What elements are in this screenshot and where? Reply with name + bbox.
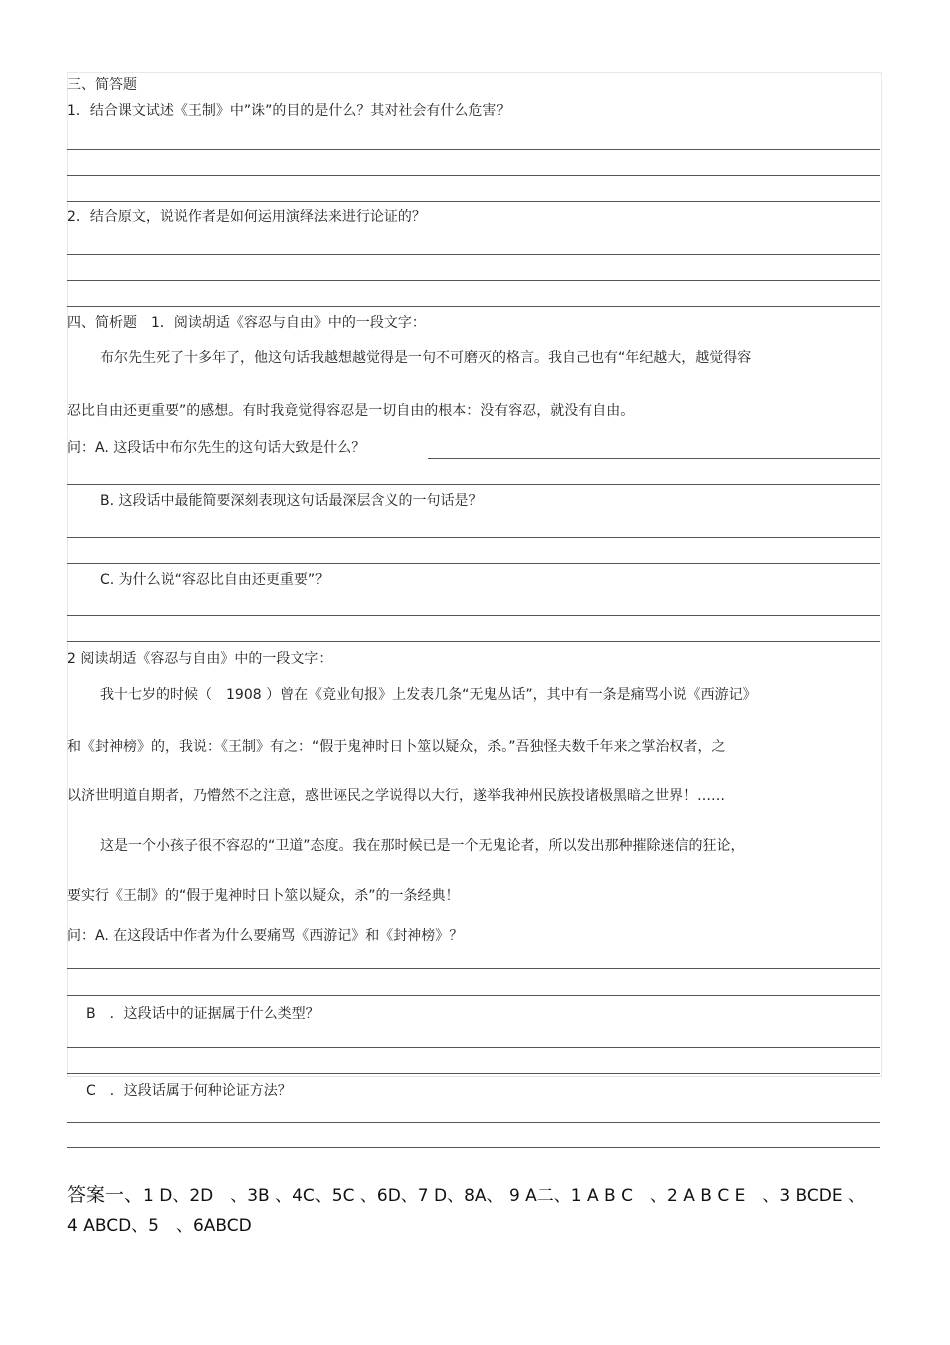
question-text: 2．结合原文，说说作者是如何运用演绎法来进行论证的？	[67, 209, 426, 225]
passage-line: 这是一个小孩子很不容忍的“卫道”态度。我在那时候已是一个无鬼论者，所以发出那种摧除迷信的狂论，	[100, 838, 745, 854]
answer-line	[67, 1073, 880, 1074]
section-heading: 四、简析题 1．阅读胡适《容忍与自由》中的一段文字：	[67, 315, 426, 331]
answer-line	[67, 563, 880, 564]
answer-line	[428, 458, 880, 459]
passage-line: 我十七岁的时候（ 1908 ）曾在《竞业旬报》上发表几条“无鬼丛话”，其中有一条是痛骂小说《西游记》	[100, 687, 757, 703]
passage-line: 要实行《王制》的“假于鬼神时日卜筮以疑众，杀”的一条经典！	[67, 888, 460, 904]
question-text: 问：A. 这段话中布尔先生的这句话大致是什么？	[67, 440, 366, 456]
question-text: 1．结合课文试述《王制》中”诛”的目的是什么？其对社会有什么危害？	[67, 103, 511, 119]
answer-line	[67, 1147, 880, 1148]
answer-line	[67, 306, 880, 307]
passage-line: 布尔先生死了十多年了，他这句话我越想越觉得是一句不可磨灭的格言。我自己也有“年纪越大，越觉得容	[100, 350, 752, 366]
answer-line	[67, 149, 880, 150]
question-text: C. 为什么说“容忍比自由还更重要”？	[100, 572, 330, 588]
answer-line	[67, 641, 880, 642]
question-text: B ．这段话中的证据属于什么类型？	[86, 1006, 320, 1022]
answer-line	[67, 1047, 880, 1048]
answer-line	[67, 254, 880, 255]
answer-line	[67, 280, 880, 281]
answer-key-lead: 答案一、	[67, 1184, 144, 1206]
passage-line: 和《封神榜》的，我说：《王制》有之：“假于鬼神时日卜筮以疑众，杀。”吾独怪夫数千年来之掌治权者，之	[67, 739, 726, 755]
answer-line	[67, 201, 880, 202]
answer-line	[67, 484, 880, 485]
answer-line	[67, 968, 880, 969]
answer-line	[67, 1122, 880, 1123]
question-text: 问：A. 在这段话中作者为什么要痛骂《西游记》和《封神榜》？	[67, 928, 464, 944]
section-heading: 三、简答题	[67, 77, 137, 93]
answer-key-line	[67, 1184, 865, 1207]
answer-key-values: 1 D、2D 、3B 、4C、5C 、6D、7 D、8A、 9 A二、1 A B C 、2 A B C E 、3 BCDE 、	[143, 1186, 866, 1206]
answer-line	[67, 537, 880, 538]
question-text: B. 这段话中最能简要深刻表现这句话最深层含义的一句话是？	[100, 493, 483, 509]
passage-line: 忍比自由还更重要”的感想。有时我竟觉得容忍是一切自由的根本：没有容忍，就没有自由。	[67, 403, 635, 419]
answer-line	[67, 995, 880, 996]
passage-line: 以济世明道自期者，乃懵然不之注意，惑世诬民之学说得以大行，遂举我神州民族投诸极黑暗之世界！……	[67, 788, 725, 804]
answer-line	[67, 175, 880, 176]
question-text: C ．这段话属于何种论证方法？	[86, 1083, 292, 1099]
answer-key-line: 4 ABCD、5 、6ABCD	[67, 1216, 252, 1236]
question-heading: 2 阅读胡适《容忍与自由》中的一段文字：	[67, 651, 333, 667]
answer-line	[67, 615, 880, 616]
